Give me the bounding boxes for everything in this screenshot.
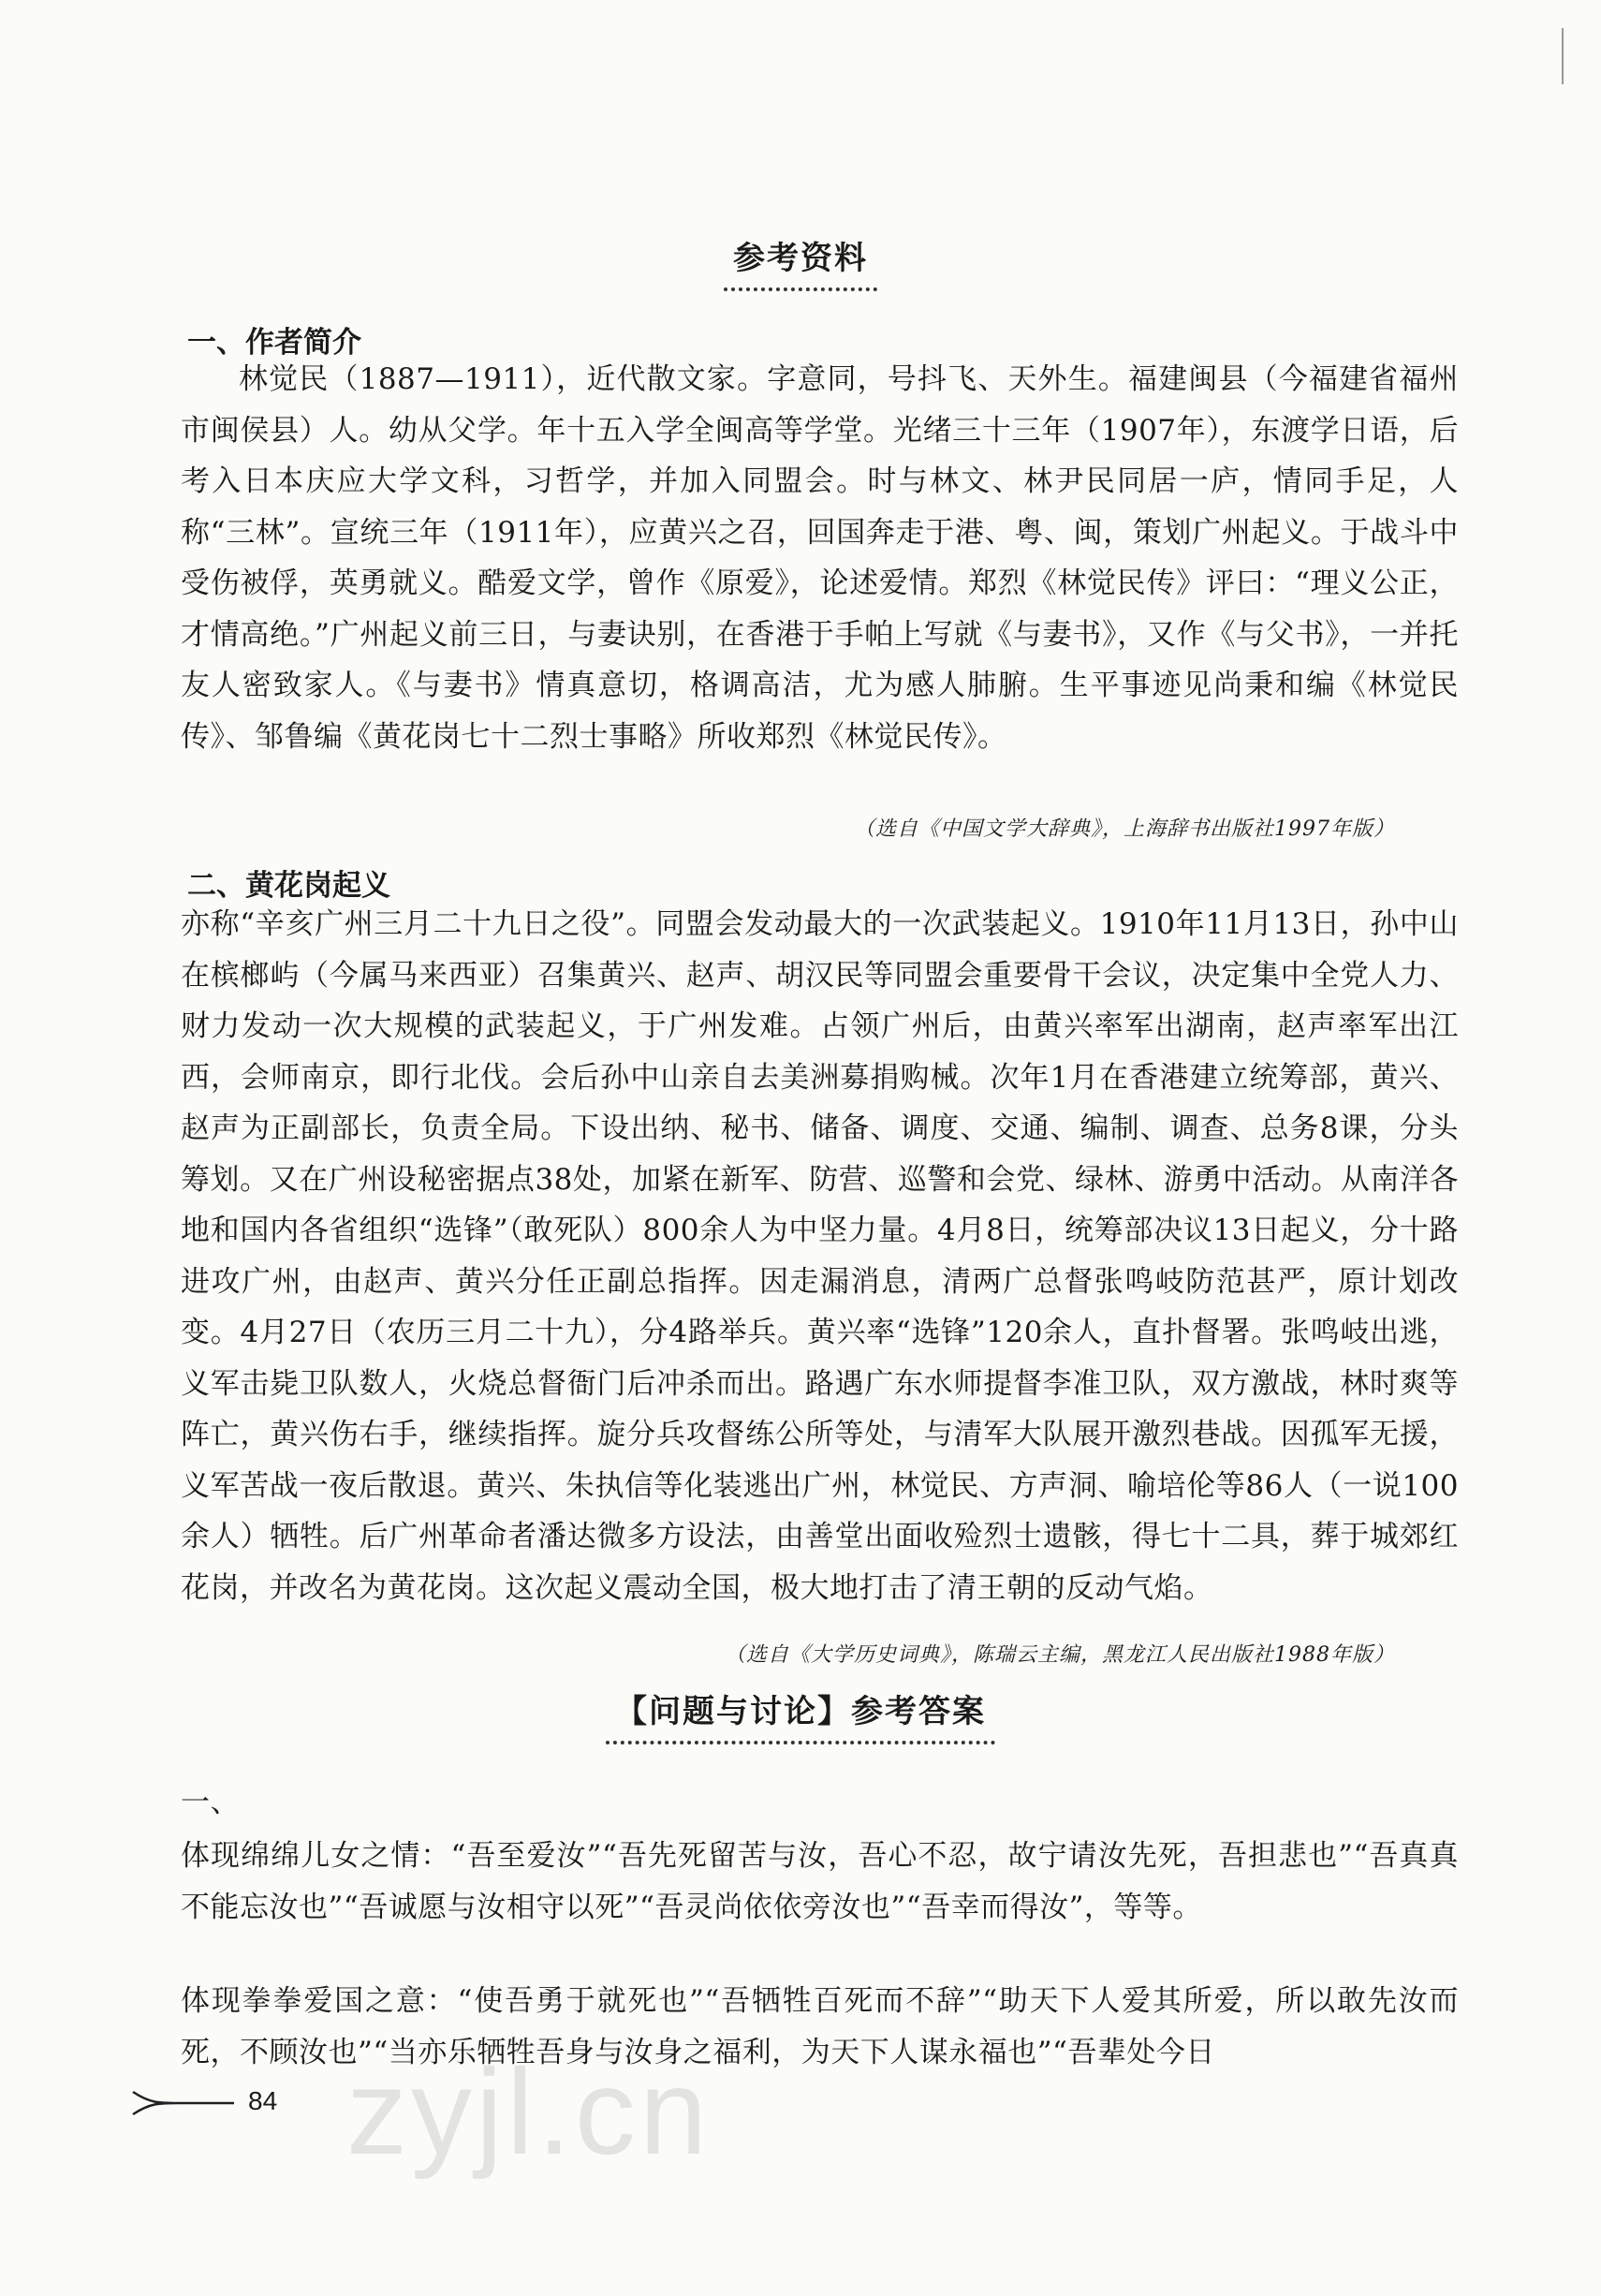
section-title-references: 参考资料 [0, 232, 1601, 291]
source-citation-2: （选自《大学历史词典》，陈瑞云主编，黑龙江人民出版社1988年版） [725, 1643, 1395, 1667]
heading-author-intro: 一、作者简介 [187, 326, 361, 360]
edge-mark [1562, 28, 1564, 84]
answer-paragraph-1: 体现绵绵儿女之情：“吾至爱汝”“吾先死留苦与汝，吾心不忍，故宁请汝先死，吾担悲也”“吾真真不能忘汝也”“吾诚愿与汝相守以死”“吾灵尚依依旁汝也”“吾幸而得汝”，等等。 [181, 1839, 1459, 1924]
source-citation-1: （选自《中国文学大辞典》，上海辞书出版社1997年版） [854, 817, 1395, 841]
heading-huanghuagang: 二、黄花岗起义 [187, 869, 390, 903]
answer-paragraph-2: 体现拳拳爱国之意：“使吾勇于就死也”“吾牺牲百死而不辞”“助天下人爱其所爱，所以敢先汝而死，不顾汝也”“当亦乐牺牲吾身与汝身之福利，为天下人谋永福也”“吾辈处今日 [181, 1984, 1459, 2069]
answer-number: 一、 [181, 1786, 240, 1819]
section-title-answers: 【问题与讨论】参考答案 [0, 1685, 1601, 1744]
page-number: 84 [248, 2086, 278, 2115]
paragraph-huanghuagang: 亦称“辛亥广州三月二十九日之役”。同盟会发动最大的一次武装起义。1910年11月13日，孙中山在槟榔屿（今属马来西亚）召集黄兴、赵声、胡汉民等同盟会重要骨干会议，决定集中全党人力、财力发动一次大规模的武装起义，于广州发难。占领广州后，由黄兴率军出湖南，赵声率军出江西，会师南京，即行北伐。会后孙中山亲自去美洲募捐购械。次年1月在香港建立统筹部，黄兴、赵声为正副部长，负责全局。下设出纳、秘书、储备、调度、交通、编制、调查、总务8课，分头筹划。又在广州设秘密据点38处，加紧在新军、防营、巡警和会党、绿林、游勇中活动。从南洋各地和国内各省组织“选锋”（敢死队）800余人为中坚力量。4月8日，统筹部决议13日起义，分十路进攻广州，由赵声、黄兴分任正副总指挥。因走漏消息，清两广总督张鸣岐防范甚严，原计划改变。4月27日（农历三月二十九），分4路举兵。黄兴率“选锋”120余人，直扑督署。张鸣岐出逃，义军击毙卫队数人，火烧总督衙门后冲杀而出。路遇广东水师提督李准卫队，双方激战，林时爽等阵亡，黄兴伤右手，继续指挥。旋分兵攻督练公所等处，与清军大队展开激烈巷战。因孤军无援，义军苦战一夜后散退。黄兴、朱执信等化装逃出广州，林觉民、方声洞、喻培伦等86人（一说100余人）牺牲。后广州革命者潘达微多方设法，由善堂出面收殓烈士遗骸，得七十二具，葬于城郊红花岗，并改名为黄花岗。这次起义震动全国，极大地打击了清王朝的反动气焰。 [181, 907, 1459, 1605]
watermark: zyjl.cn [346, 2043, 712, 2180]
paragraph-author-intro: 林觉民（1887—1911），近代散文家。字意同，号抖飞、天外生。福建闽县（今福建省福州市闽侯县）人。幼从父学。年十五入学全闽高等学堂。光绪三十三年（1907年），东渡学日语，后考入日本庆应大学文科，习哲学，并加入同盟会。时与林文、林尹民同居一庐，情同手足，人称“三林”。宣统三年（1911年），应黄兴之召，回国奔走于港、粤、闽，策划广州起义。于战斗中受伤被俘，英勇就义。酷爱文学，曾作《原爱》，论述爱情。郑烈《林觉民传》评曰：“理义公正，才情高绝。”广州起义前三日，与妻诀别，在香港于手帕上写就《与妻书》，又作《与父书》，一并托友人密致家人。《与妻书》情真意切，格调高洁，尤为感人肺腑。生平事迹见尚秉和编《林觉民传》、邹鲁编《黄花岗七十二烈士事略》所收郑烈《林觉民传》。 [181, 362, 1459, 754]
